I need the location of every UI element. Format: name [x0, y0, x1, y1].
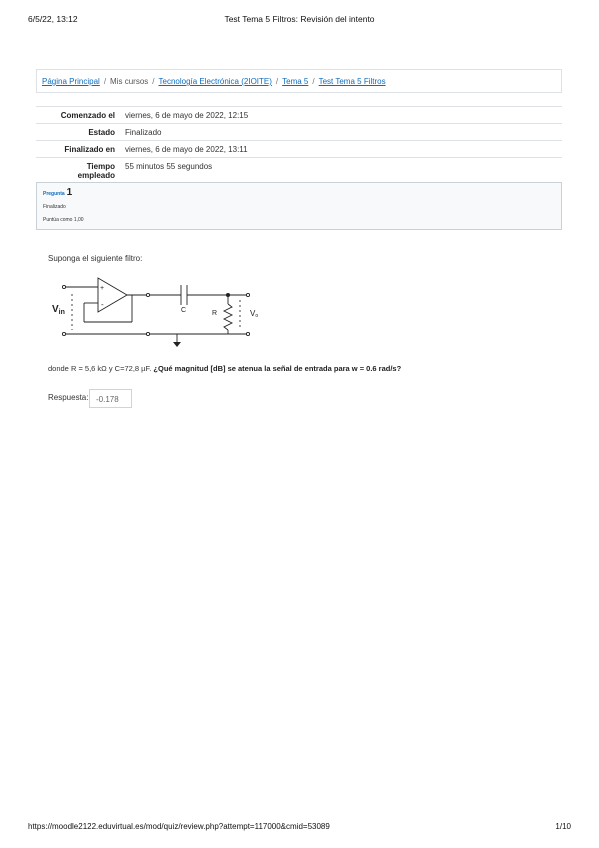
summary-row-state — [36, 124, 562, 141]
started-label: Comenzado el — [60, 111, 115, 120]
summary-row-finished — [36, 141, 562, 158]
state-value: Finalizado — [125, 128, 162, 137]
question-number: Pregunta 1 — [43, 187, 73, 198]
answer-field[interactable]: -0.178 — [89, 389, 132, 408]
breadcrumb-course-link[interactable]: Tecnología Electrónica (2IOITE) — [158, 77, 272, 86]
time-label: Tiempo empleado — [77, 162, 115, 180]
print-datetime: 6/5/22, 13:12 — [28, 14, 78, 24]
breadcrumb — [36, 69, 562, 93]
state-label: Estado — [88, 128, 115, 137]
opamp-minus-label: - — [101, 300, 104, 309]
resistor-label: R — [212, 310, 218, 317]
breadcrumb-separator: / — [103, 77, 107, 86]
print-title: Test Tema 5 Filtros: Revisión del intento — [224, 14, 375, 24]
answer-label: Respuesta: — [48, 393, 89, 402]
print-footer — [28, 822, 571, 834]
opamp-plus-label: + — [100, 285, 105, 292]
question-text: Suponga el siguiente filtro: — [48, 254, 143, 263]
finished-label: Finalizado en — [64, 145, 115, 154]
ground-icon — [173, 342, 181, 347]
vo-label: Vo — [250, 309, 259, 319]
question-state: Finalizado — [43, 204, 66, 210]
attempt-summary-table — [36, 106, 562, 183]
print-url: https://moodle2122.eduvirtual.es/mod/quiz/review.php?attempt=117000&cmid=53089 — [28, 822, 330, 831]
breadcrumb-home-link[interactable]: Página Principal — [42, 77, 100, 86]
question-grade: Puntúa como 1,00 — [43, 217, 84, 223]
breadcrumb-separator: / — [312, 77, 315, 86]
capacitor-label: C — [181, 307, 187, 314]
summary-row-started — [36, 107, 562, 124]
filter-circuit-diagram — [50, 270, 300, 358]
print-header — [28, 14, 571, 26]
started-value: viernes, 6 de mayo de 2022, 12:15 — [125, 111, 249, 120]
finished-value: viernes, 6 de mayo de 2022, 13:11 — [125, 145, 248, 154]
vin-label: $V_{in}$ — [52, 304, 65, 316]
time-value: 55 minutos 55 segundos — [125, 162, 213, 171]
breadcrumb-section-link[interactable]: Tema 5 — [282, 77, 309, 86]
breadcrumb-separator: / — [152, 77, 155, 86]
summary-row-time — [36, 158, 562, 184]
breadcrumb-separator: / — [275, 77, 279, 86]
question-formula: donde R = 5,6 kΩ y C=72,8 µF. ¿Qué magnitud [dB] se atenua la señal de entrada para w = 0.6 rad/s? — [48, 364, 402, 373]
print-page-number: 1/10 — [555, 822, 571, 831]
breadcrumb-quiz-link[interactable]: Test Tema 5 Filtros — [318, 77, 386, 86]
question-info-box — [36, 182, 562, 230]
breadcrumb-my-courses-link[interactable]: Mis cursos — [110, 77, 149, 86]
